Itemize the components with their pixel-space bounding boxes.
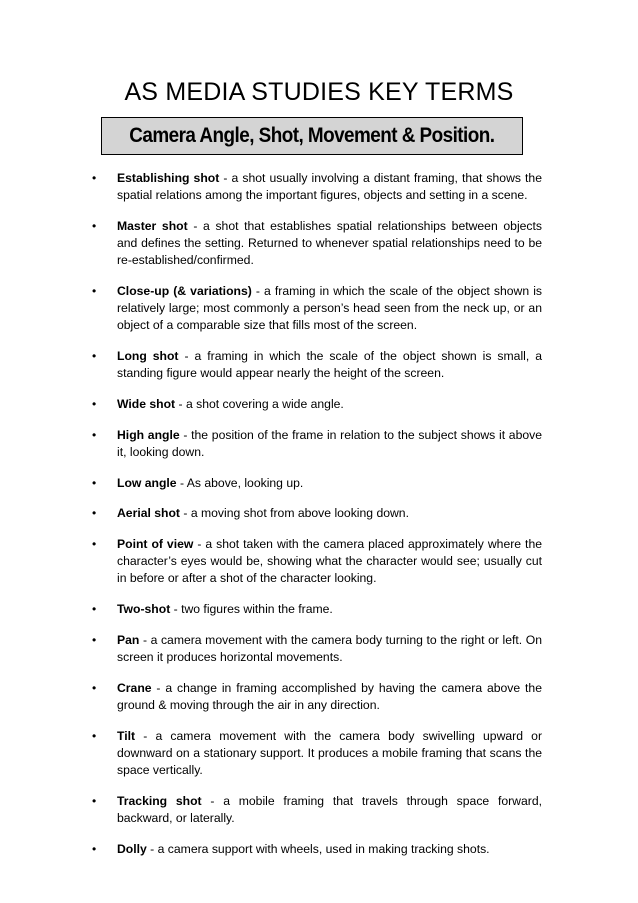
term-item-wide-shot bbox=[92, 396, 542, 413]
term-definition: - two figures within the frame. bbox=[170, 602, 333, 617]
term-name: Tilt bbox=[117, 728, 136, 743]
term-name: Establishing shot bbox=[117, 171, 220, 185]
bullet-icon: • bbox=[92, 397, 97, 412]
term-name: Master shot bbox=[117, 218, 188, 233]
term-item-long-shot bbox=[92, 348, 542, 382]
subtitle-text: Camera Angle, Shot, Movement & Position. bbox=[129, 124, 495, 147]
bullet-icon: • bbox=[92, 349, 97, 364]
term-name: Tracking shot bbox=[117, 793, 202, 808]
bullet-icon: • bbox=[92, 602, 97, 617]
term-item-high-angle bbox=[92, 427, 542, 461]
page-title: AS MEDIA STUDIES KEY TERMS bbox=[124, 78, 514, 106]
term-item-master-shot bbox=[92, 218, 542, 270]
bullet-icon: • bbox=[92, 171, 97, 185]
bullet-icon: • bbox=[92, 427, 97, 442]
term-definition: - a shot that establishes spatial relationships between objects and defines the setting. Returned to whenever spatial relationships need to be re-established/confirmed. bbox=[117, 218, 543, 268]
term-item-tracking-shot bbox=[92, 793, 542, 827]
key-terms-list bbox=[92, 170, 542, 871]
term-name: Aerial shot bbox=[117, 506, 180, 521]
term-item-aerial-shot bbox=[92, 505, 542, 522]
bullet-icon: • bbox=[92, 218, 97, 233]
term-definition: - a camera movement with the camera body swivelling upward or downward on a stationary support. It produces a mobile framing that scans the space vertically. bbox=[117, 728, 542, 778]
term-definition: - a camera support with wheels, used in making tracking shots. bbox=[146, 841, 490, 856]
term-item-establishing-shot bbox=[92, 170, 542, 204]
term-definition: - a framing in which the scale of the object shown is relatively large; most commonly a person’s head seen from the neck up, or an object of a comparable size that fills most of the screen. bbox=[117, 284, 543, 333]
term-item-dolly bbox=[92, 841, 542, 858]
term-name: Dolly bbox=[117, 841, 147, 856]
term-definition: - a change in framing accomplished by having the camera above the ground & moving through the air in any direction. bbox=[117, 680, 542, 712]
bullet-icon: • bbox=[92, 506, 97, 521]
term-item-two-shot bbox=[92, 601, 542, 618]
term-definition: - a moving shot from above looking down. bbox=[180, 506, 409, 521]
term-name: Close-up (& variations) bbox=[117, 284, 252, 299]
bullet-icon: • bbox=[92, 537, 97, 552]
bullet-icon: • bbox=[92, 475, 97, 490]
term-item-point-of-view bbox=[92, 536, 542, 588]
term-name: Pan bbox=[117, 632, 140, 647]
bullet-icon: • bbox=[92, 793, 97, 808]
term-definition: - As above, looking up. bbox=[176, 475, 304, 490]
term-definition: - a mobile framing that travels through space forward, backward, or laterally. bbox=[117, 793, 542, 825]
term-definition: - a framing in which the scale of the object shown is small, a standing figure would appear nearly the height of the screen. bbox=[117, 349, 543, 381]
term-item-close-up bbox=[92, 283, 542, 335]
bullet-icon: • bbox=[92, 841, 97, 856]
term-item-crane bbox=[92, 680, 542, 714]
term-item-low-angle bbox=[92, 475, 542, 492]
term-name: Low angle bbox=[117, 475, 177, 490]
term-definition: - a shot usually involving a distant framing, that shows the spatial relations among the important figures, objects and setting in a scene. bbox=[117, 171, 542, 203]
term-definition: - a camera movement with the camera body turning to the right or left. On screen it produces horizontal movements. bbox=[117, 632, 542, 665]
term-item-tilt bbox=[92, 728, 542, 780]
bullet-icon: • bbox=[92, 680, 97, 695]
term-definition: - the position of the frame in relation to the subject shows it above it, looking down. bbox=[117, 427, 543, 459]
bullet-icon: • bbox=[92, 728, 97, 743]
term-name: Long shot bbox=[117, 349, 179, 364]
bullet-icon: • bbox=[92, 284, 97, 299]
term-name: Point of view bbox=[117, 537, 194, 552]
term-name: Wide shot bbox=[117, 397, 176, 412]
term-definition: - a shot taken with the camera placed approximately where the character’s eyes would be, showing what the character would see; usually cut in before or after a shot of the character looking. bbox=[117, 537, 542, 586]
term-definition: - a shot covering a wide angle. bbox=[175, 397, 344, 412]
term-item-pan bbox=[92, 632, 542, 666]
bullet-icon: • bbox=[92, 632, 97, 647]
term-name: Crane bbox=[117, 680, 152, 695]
term-name: High angle bbox=[117, 427, 180, 442]
term-name: Two-shot bbox=[117, 602, 171, 617]
subtitle-banner bbox=[101, 117, 523, 155]
